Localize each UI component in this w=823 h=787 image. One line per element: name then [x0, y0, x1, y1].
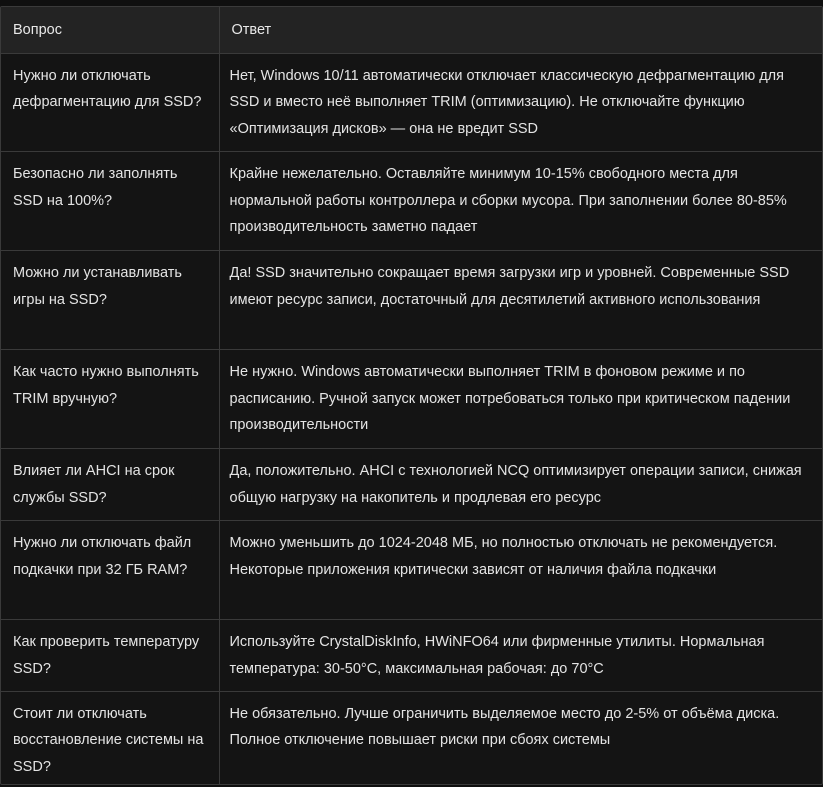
question-cell: Как часто нужно выполнять TRIM вручную?	[1, 350, 219, 449]
answer-cell: Крайне нежелательно. Оставляйте минимум 10-15% свободного места для нормальной работы контроллера и сборки мусора. При заполнении более 80-85% производительность заметно падает	[219, 152, 822, 251]
answer-cell: Не нужно. Windows автоматически выполняет TRIM в фоновом режиме и по расписанию. Ручной запуск может потребоваться только при критическом падении производительности	[219, 350, 822, 449]
answer-cell: Нет, Windows 10/11 автоматически отключает классическую дефрагментацию для SSD и вместо неё выполняет TRIM (оптимизацию). Не отключайте функцию «Оптимизация дисков» — она не вредит SSD	[219, 54, 822, 152]
answer-cell: Можно уменьшить до 1024-2048 МБ, но полностью отключать не рекомендуется. Некоторые приложения критически зависят от наличия файла подкачки	[219, 521, 822, 620]
column-header-answer: Ответ	[219, 7, 822, 54]
question-cell: Нужно ли отключать файл подкачки при 32 ГБ RAM?	[1, 521, 219, 620]
answer-cell: Не обязательно. Лучше ограничить выделяемое место до 2-5% от объёма диска. Полное отключение повышает риски при сбоях системы	[219, 692, 822, 785]
table-row	[1, 449, 822, 521]
faq-table	[1, 7, 822, 785]
question-cell: Безопасно ли заполнять SSD на 100%?	[1, 152, 219, 251]
question-cell: Как проверить температуру SSD?	[1, 620, 219, 692]
column-header-question: Вопрос	[1, 7, 219, 54]
answer-cell: Да, положительно. AHCI с технологией NCQ оптимизирует операции записи, снижая общую нагрузку на накопитель и продлевая его ресурс	[219, 449, 822, 521]
table-header-row	[1, 7, 822, 54]
table-row	[1, 54, 822, 152]
table-row	[1, 152, 822, 251]
answer-cell: Да! SSD значительно сокращает время загрузки игр и уровней. Современные SSD имеют ресурс записи, достаточный для десятилетий активного использования	[219, 251, 822, 350]
table-row	[1, 521, 822, 620]
question-cell: Можно ли устанавливать игры на SSD?	[1, 251, 219, 350]
answer-cell: Используйте CrystalDiskInfo, HWiNFO64 или фирменные утилиты. Нормальная температура: 30-50°C, максимальная рабочая: до 70°C	[219, 620, 822, 692]
question-cell: Нужно ли отключать дефрагментацию для SSD?	[1, 54, 219, 152]
table-row	[1, 350, 822, 449]
question-cell: Влияет ли AHCI на срок службы SSD?	[1, 449, 219, 521]
faq-table-container	[0, 6, 823, 785]
question-cell: Стоит ли отключать восстановление системы на SSD?	[13, 706, 204, 775]
table-row	[1, 692, 822, 785]
table-row	[1, 620, 822, 692]
table-row	[1, 251, 822, 350]
